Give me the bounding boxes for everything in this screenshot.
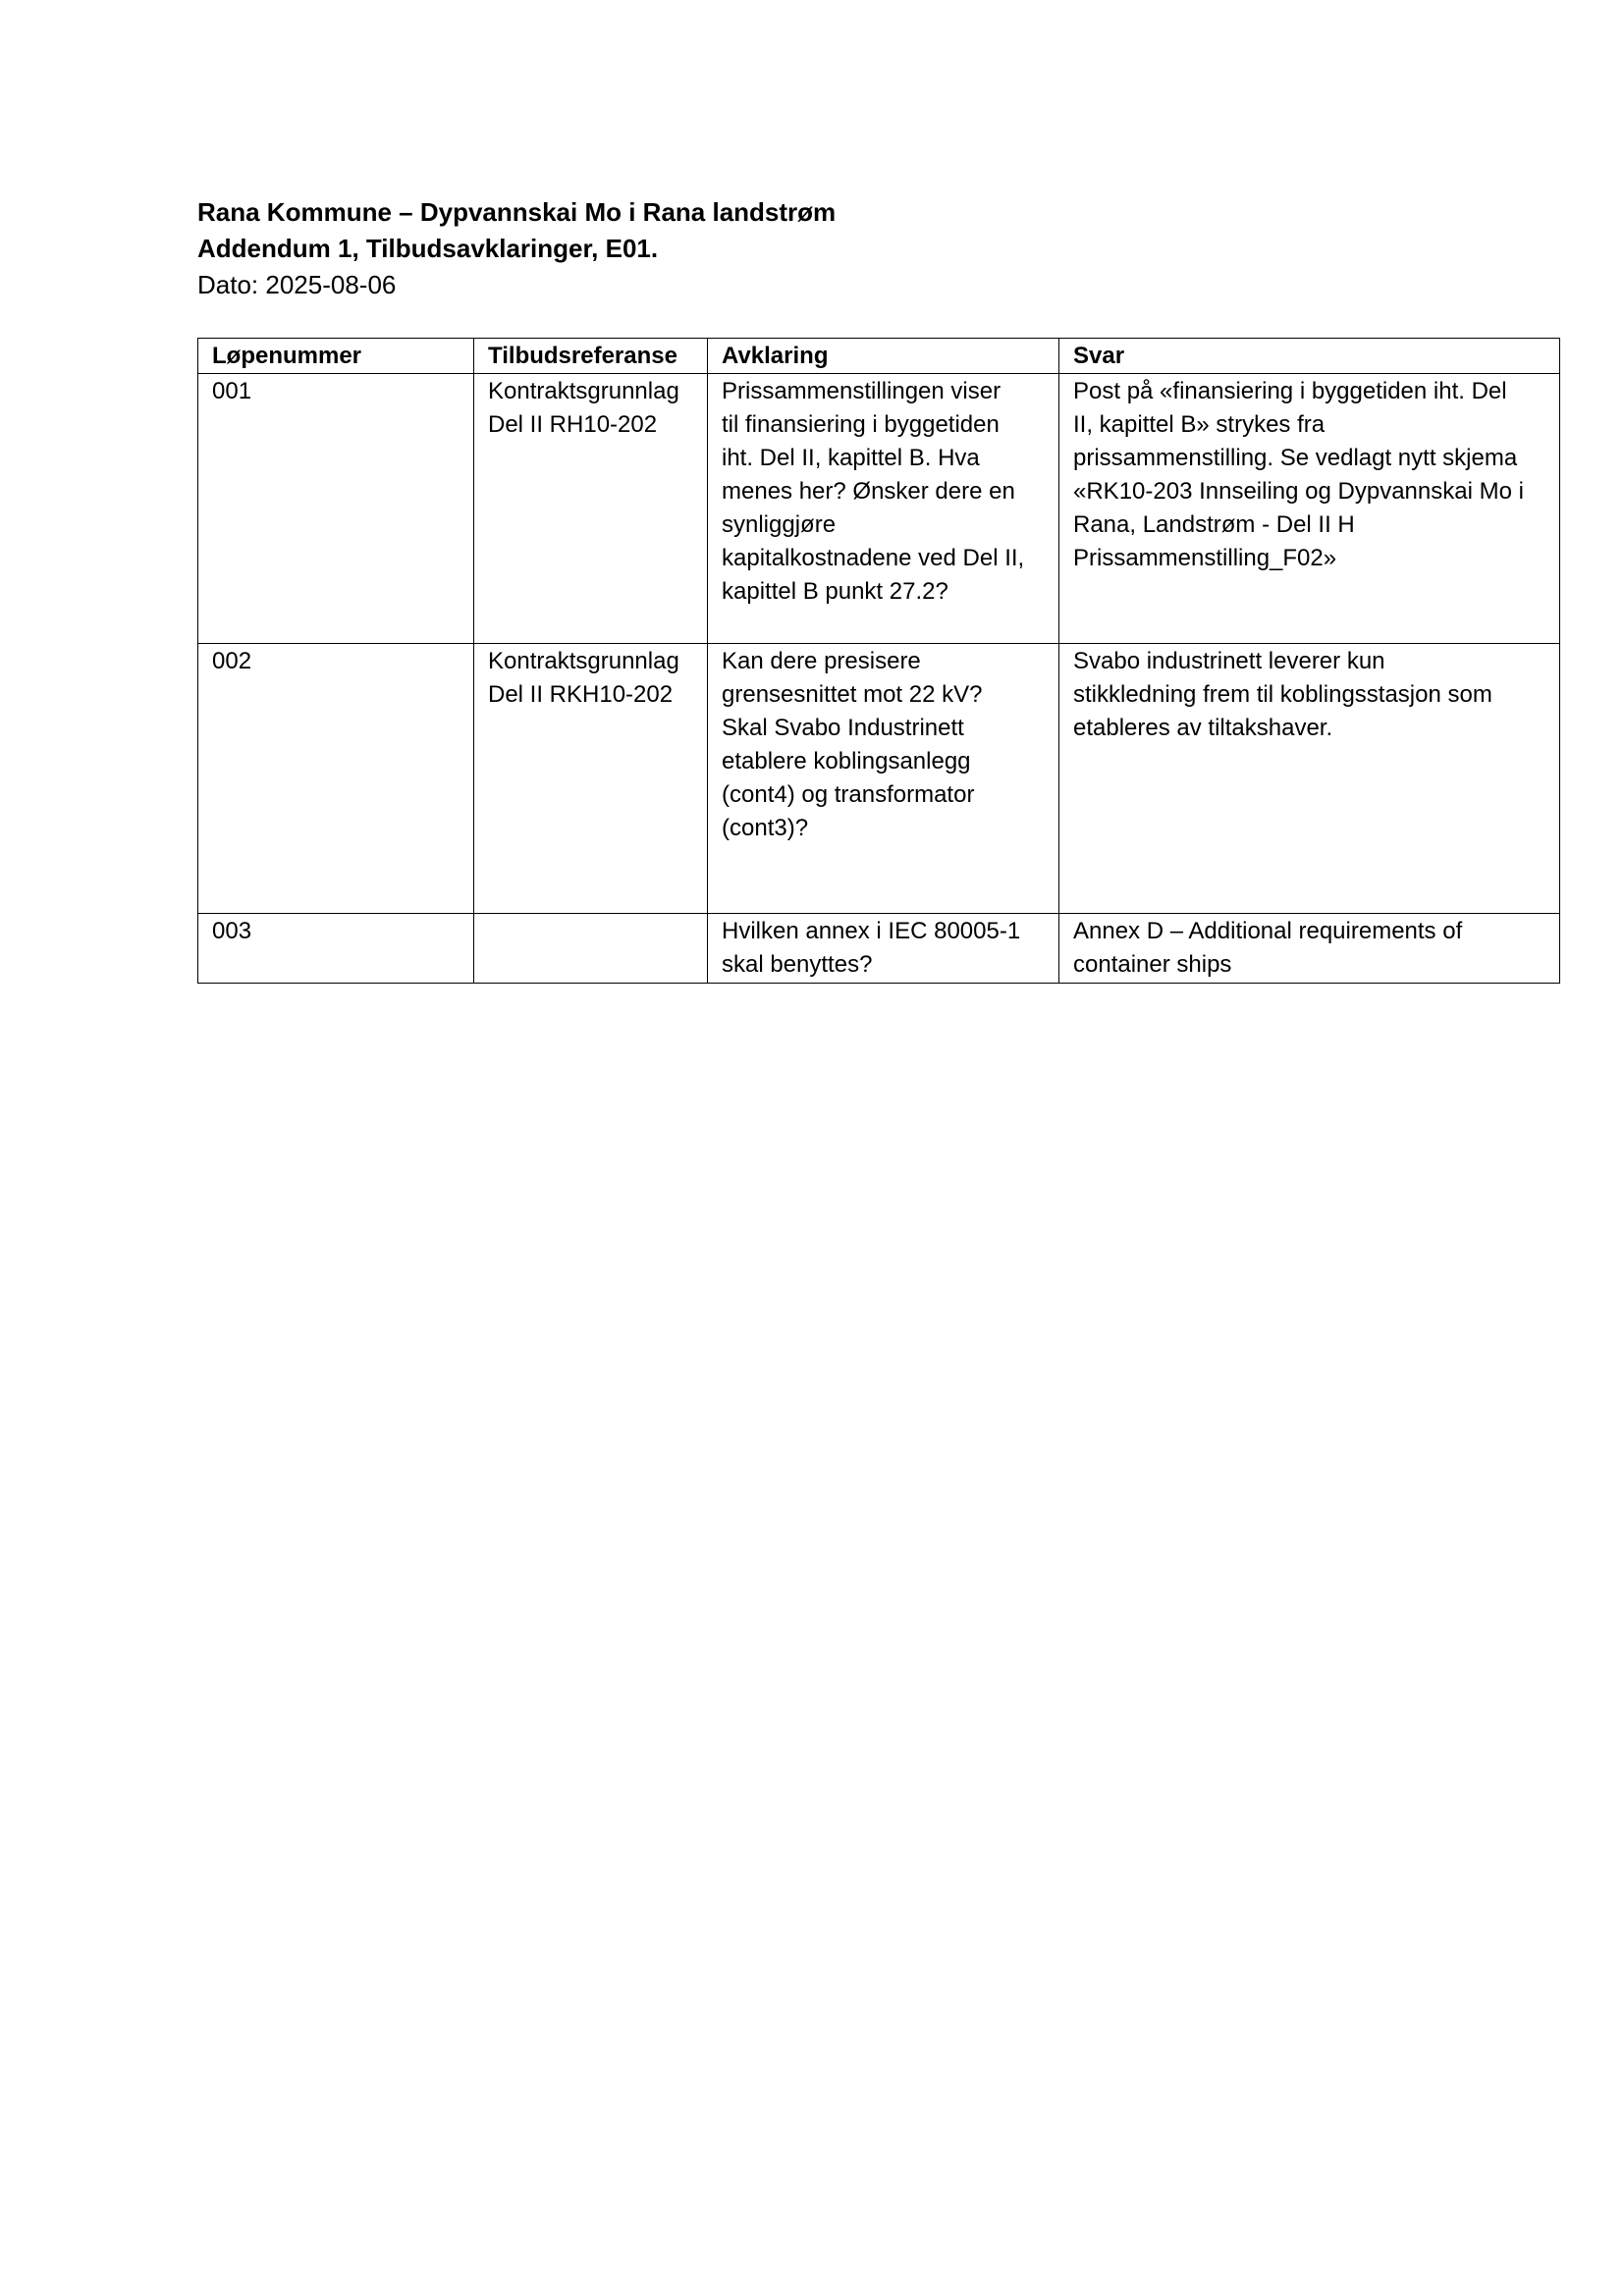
- table-header-row: [198, 339, 1560, 374]
- document-title: Rana Kommune – Dypvannskai Mo i Rana landstrøm: [197, 197, 837, 227]
- cell-answer: Post på «finansiering i byggetiden iht. Del II, kapittel B» strykes fra prissammenstilling. Se vedlagt nytt skjema «RK10-203 Innseiling og Dypvannskai Mo i Rana, Landstrøm - Del II H Prissammenstilling_F02»: [1059, 374, 1560, 644]
- cell-reference: Kontraktsgrunnlag Del II RKH10-202: [474, 644, 708, 914]
- column-header-question: Avklaring: [708, 339, 1059, 374]
- cell-number: 001: [198, 374, 474, 644]
- cell-number: 003: [198, 914, 474, 984]
- column-header-answer: Svar: [1059, 339, 1560, 374]
- cell-answer: Annex D – Additional requirements of container ships: [1059, 914, 1560, 984]
- document-date: Dato: 2025-08-06: [197, 270, 397, 299]
- cell-question: Hvilken annex i IEC 80005-1 skal benyttes?: [708, 914, 1059, 984]
- cell-reference: [474, 914, 708, 984]
- column-header-number: Løpenummer: [198, 339, 474, 374]
- cell-number: 002: [198, 644, 474, 914]
- table-row: [198, 644, 1560, 914]
- cell-reference: Kontraktsgrunnlag Del II RH10-202: [474, 374, 708, 644]
- cell-question: Prissammenstillingen viser til finansiering i byggetiden iht. Del II, kapittel B. Hva menes her? Ønsker dere en synliggjøre kapitalkostnadene ved Del II, kapittel B punkt 27.2?: [708, 374, 1059, 644]
- column-header-reference: Tilbudsreferanse: [474, 339, 708, 374]
- cell-answer: Svabo industrinett leverer kun stikkledning frem til koblingsstasjon som etableres av tiltakshaver.: [1059, 644, 1560, 914]
- table-row: [198, 914, 1560, 984]
- table-row: [198, 374, 1560, 644]
- clarifications-table: [197, 338, 1560, 984]
- document-header: [197, 194, 1474, 303]
- document-subtitle: Addendum 1, Tilbudsavklaringer, E01.: [197, 234, 659, 263]
- cell-question: Kan dere presisere grensesnittet mot 22 kV? Skal Svabo Industrinett etablere koblingsanlegg (cont4) og transformator (cont3)?: [708, 644, 1059, 914]
